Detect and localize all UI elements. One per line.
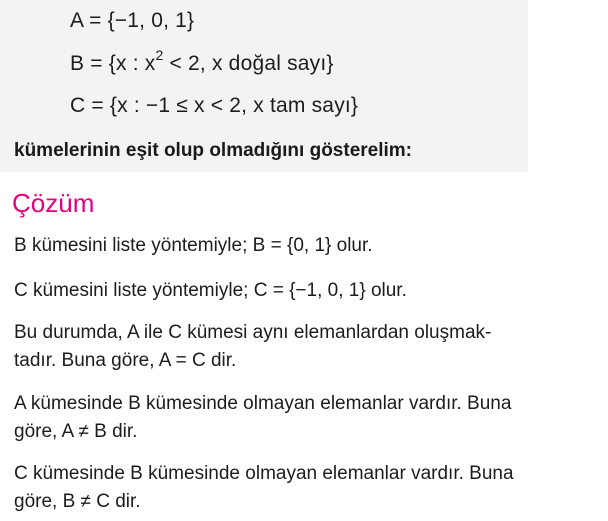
solution-line: göre, A ≠ B dir. (14, 421, 138, 442)
solution-line: A kümesinde B kümesinde olmayan elemanlar vardır. Buna (14, 393, 512, 414)
set-b-prefix: B = {x : x (70, 52, 156, 75)
set-b-definition (70, 47, 334, 76)
solution-line: C kümesini liste yöntemiyle; C = {−1, 0, 1} olur. (14, 280, 407, 301)
solution-line: B kümesini liste yöntemiyle; B = {0, 1} olur. (14, 235, 373, 256)
solution-line: C kümesinde B kümesinde olmayan elemanlar vardır. Buna (14, 463, 514, 484)
task-statement: kümelerinin eşit olup olmadığını gösterelim: (14, 140, 413, 161)
solution-line: Bu durumda, A ile C kümesi aynı elemanlardan oluşmak- (14, 322, 492, 343)
set-a-definition: A = {−1, 0, 1} (70, 9, 195, 32)
set-b-suffix: < 2, x doğal sayı} (163, 52, 334, 75)
set-b-exponent: 2 (155, 47, 164, 63)
solution-line: tadır. Buna göre, A = C dir. (14, 350, 237, 371)
set-c-definition: C = {x : −1 ≤ x < 2, x tam sayı} (70, 94, 359, 117)
solution-heading: Çözüm (12, 188, 95, 218)
solution-line: göre, B ≠ C dir. (14, 491, 141, 512)
